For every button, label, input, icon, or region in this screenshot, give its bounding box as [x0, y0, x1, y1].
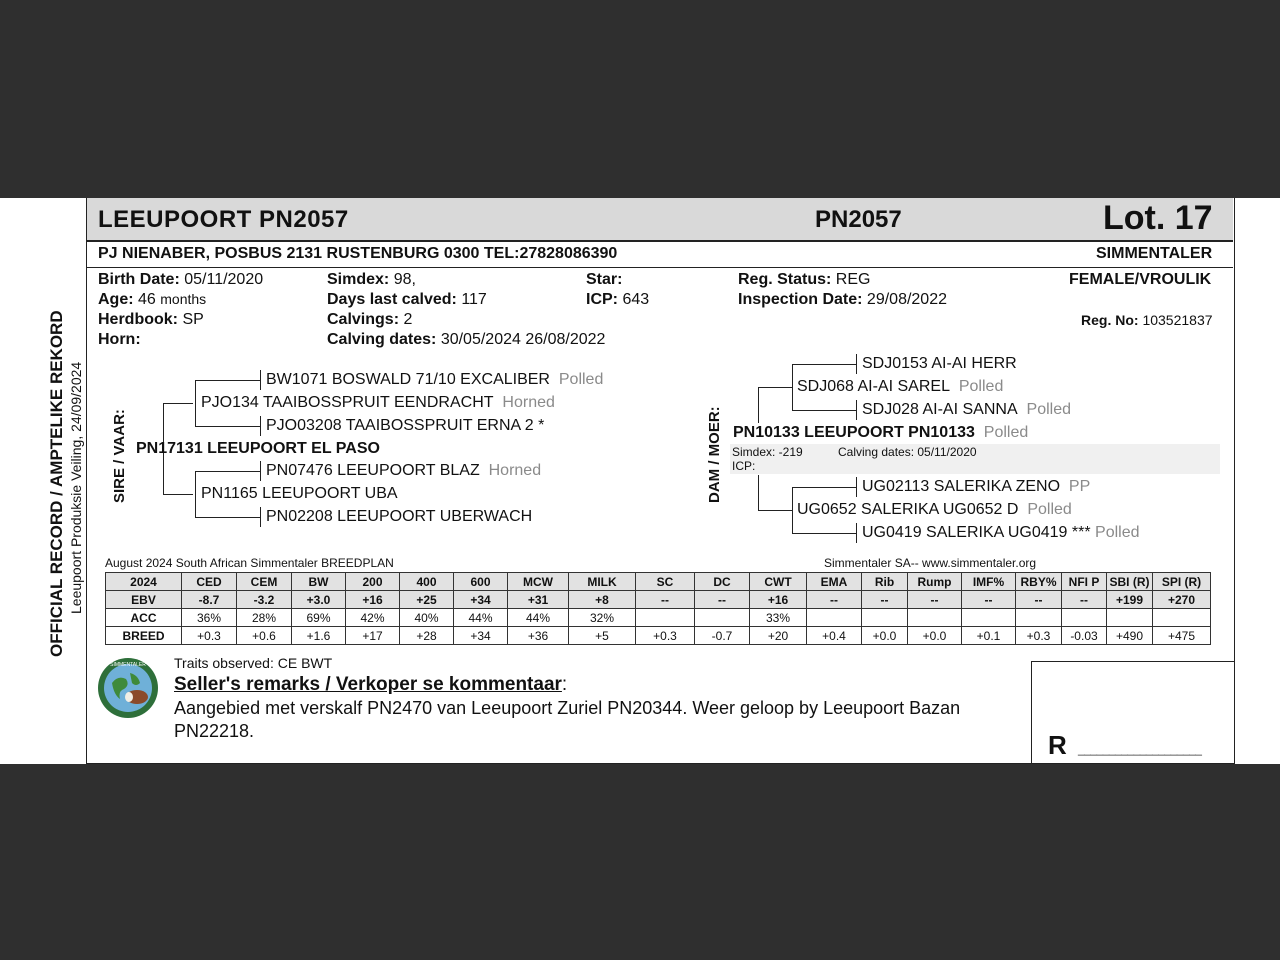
ebv-cell: -- [862, 591, 908, 609]
dam-label: DAM / MOER: [706, 406, 723, 503]
ebv-header-cell: MILK [569, 573, 636, 591]
ebv-cell: +270 [1153, 591, 1211, 609]
tree-line [758, 510, 793, 511]
tree-line [195, 517, 260, 518]
owner-details: PJ NIENABER, POSBUS 2131 RUSTENBURG 0300 TEL:27828086390 [98, 245, 618, 262]
calvings: Calvings: 2 [327, 311, 413, 328]
ebv-header-cell: 2024 [106, 573, 182, 591]
ebv-cell: +0.0 [862, 627, 908, 645]
ebv-cell [1016, 609, 1062, 627]
sire-sire-dam: PJO03208 TAAIBOSSPRUIT ERNA 2 * [266, 417, 545, 434]
ebv-cell: +36 [508, 627, 569, 645]
lot-number: Lot. 17 [1103, 199, 1213, 237]
ebv-header-cell: 400 [400, 573, 454, 591]
dam-dam-sire: UG02113 SALERIKA ZENO PP [862, 478, 1091, 495]
tree-line [758, 387, 759, 423]
tree-line [260, 416, 261, 436]
tree-line [758, 387, 793, 388]
ebv-cell: +16 [750, 591, 807, 609]
sire-sire: PJO134 TAAIBOSSPRUIT EENDRACHT Horned [201, 394, 555, 411]
birth-date: Birth Date: 05/11/2020 [98, 271, 264, 288]
ebv-row [106, 627, 1211, 645]
dam-dam-dam: UG0419 SALERIKA UG0419 *** Polled [862, 524, 1140, 541]
ebv-cell: +1.6 [292, 627, 346, 645]
dam-simdex: Simdex: -219 [732, 445, 803, 459]
breedplan-website: Simmentaler SA-- www.simmentaler.org [824, 556, 1037, 570]
ebv-header-cell: SC [636, 573, 695, 591]
icp: ICP: 643 [586, 291, 650, 308]
tree-line [260, 461, 261, 481]
ebv-cell: +0.0 [908, 627, 962, 645]
sire-label: SIRE / VAAR: [111, 409, 128, 503]
ebv-header-cell: 600 [454, 573, 508, 591]
ebv-cell: -8.7 [182, 591, 237, 609]
traits-observed: Traits observed: CE BWT [174, 655, 333, 671]
tree-line [195, 471, 260, 472]
sire-sire-sire: BW1071 BOSWALD 71/10 EXCALIBER Polled [266, 371, 604, 388]
ebv-cell: 42% [346, 609, 400, 627]
dam-calving-dates: Calving dates: 05/11/2020 [838, 445, 977, 459]
horn: Horn: [98, 331, 141, 348]
ebv-row [106, 573, 1211, 591]
price-line: ____________________ [1078, 742, 1202, 756]
ebv-cell: -- [908, 591, 962, 609]
ebv-header-cell: SBI (R) [1107, 573, 1153, 591]
reg-status: Reg. Status: REG [738, 271, 871, 288]
ebv-cell [908, 609, 962, 627]
tree-line [856, 523, 857, 543]
sire: PN17131 LEEUPOORT EL PASO [136, 440, 380, 457]
remarks-text: Aangebied met verskalf PN2470 van Leeupoort Zuriel PN20344. Weer geloop by Leeupoort Bazan PN22218. [174, 698, 961, 741]
ebv-cell: +28 [400, 627, 454, 645]
breed-name: SIMMENTALER [1096, 245, 1213, 262]
ebv-header-cell: 200 [346, 573, 400, 591]
calving-dates: Calving dates: 30/05/2024 26/08/2022 [327, 331, 606, 348]
ebv-cell [807, 609, 862, 627]
official-record-label: OFFICIAL RECORD / AMPTELIKE REKORD [47, 310, 66, 657]
ebv-cell: +34 [454, 591, 508, 609]
tree-line [792, 533, 856, 534]
ebv-header-cell: SPI (R) [1153, 573, 1211, 591]
ebv-cell: -3.2 [237, 591, 292, 609]
ebv-header-cell: CED [182, 573, 237, 591]
dam-sire-dam: SDJ028 AI-AI SANNA Polled [862, 401, 1071, 418]
ebv-cell: +34 [454, 627, 508, 645]
ebv-cell: -0.7 [695, 627, 750, 645]
ebv-cell: -- [962, 591, 1016, 609]
ebv-header-cell: IMF% [962, 573, 1016, 591]
ebv-cell: +0.6 [237, 627, 292, 645]
ebv-cell: 36% [182, 609, 237, 627]
inspection-date: Inspection Date: 29/08/2022 [738, 291, 947, 308]
tree-line [856, 354, 857, 374]
ebv-row [106, 591, 1211, 609]
tree-line [195, 380, 196, 426]
ebv-header-cell: CEM [237, 573, 292, 591]
ebv-header-cell: DC [695, 573, 750, 591]
ebv-cell [962, 609, 1016, 627]
age: Age: 46 months [98, 291, 207, 308]
ebv-cell: +25 [400, 591, 454, 609]
tree-line [758, 475, 759, 510]
ebv-cell: 32% [569, 609, 636, 627]
animal-id: PN2057 [815, 206, 902, 233]
tree-line [260, 507, 261, 527]
ebv-cell [1062, 609, 1107, 627]
ebv-header-cell: NFI P [1062, 573, 1107, 591]
tree-line [195, 380, 260, 381]
dam-sire: SDJ068 AI-AI SAREL Polled [797, 378, 1004, 395]
ebv-cell: 69% [292, 609, 346, 627]
ebv-cell: +3.0 [292, 591, 346, 609]
ebv-cell: +475 [1153, 627, 1211, 645]
ebv-cell: -- [807, 591, 862, 609]
ebv-cell: +20 [750, 627, 807, 645]
ebv-cell: +31 [508, 591, 569, 609]
ebv-cell: +16 [346, 591, 400, 609]
herdbook: Herdbook: SP [98, 311, 204, 328]
ebv-header-cell: Rib [862, 573, 908, 591]
ebv-cell: EBV [106, 591, 182, 609]
ebv-cell [636, 609, 695, 627]
ebv-cell: -- [636, 591, 695, 609]
tree-line [163, 494, 193, 495]
sire-dam: PN1165 LEEUPOORT UBA [201, 485, 398, 502]
tree-line [792, 410, 856, 411]
sire-dam-sire: PN07476 LEEUPOORT BLAZ Horned [266, 462, 542, 479]
tree-line [792, 364, 856, 365]
breedplan-caption: August 2024 South African Simmentaler BREEDPLAN [105, 556, 394, 570]
ebv-cell: -- [1016, 591, 1062, 609]
ebv-cell: +199 [1107, 591, 1153, 609]
ebv-cell [862, 609, 908, 627]
ebv-cell: -0.03 [1062, 627, 1107, 645]
dam-dam: UG0652 SALERIKA UG0652 D Polled [797, 501, 1072, 518]
star: Star: [586, 271, 623, 288]
tree-line [195, 471, 196, 517]
dam-sire-sire: SDJ0153 AI-AI HERR [862, 355, 1017, 372]
ebv-cell: 44% [454, 609, 508, 627]
tree-line [260, 370, 261, 390]
dam-icp: ICP: [732, 459, 756, 473]
ebv-cell: +0.4 [807, 627, 862, 645]
ebv-cell: +490 [1107, 627, 1153, 645]
ebv-cell: +0.3 [1016, 627, 1062, 645]
ebv-cell: 40% [400, 609, 454, 627]
simdex: Simdex: 98, [327, 271, 416, 288]
reg-number: Reg. No: 103521837 [1081, 312, 1213, 328]
tree-line [856, 477, 857, 497]
ebv-cell [1153, 609, 1211, 627]
ebv-cell: 44% [508, 609, 569, 627]
remarks-heading: Seller's remarks / Verkoper se kommentaar: [174, 674, 568, 695]
tree-line [163, 403, 193, 404]
ebv-cell: +17 [346, 627, 400, 645]
svg-text:SIMMENTALER: SIMMENTALER [110, 662, 146, 668]
ebv-cell: +5 [569, 627, 636, 645]
society-logo [97, 657, 159, 719]
ebv-cell: +0.3 [182, 627, 237, 645]
animal-name: LEEUPOORT PN2057 [98, 206, 349, 233]
ebv-cell: -- [1062, 591, 1107, 609]
ebv-header-cell: MCW [508, 573, 569, 591]
ebv-header-cell: CWT [750, 573, 807, 591]
tree-line [792, 487, 856, 488]
sire-dam-dam: PN02208 LEEUPOORT UBERWACH [266, 508, 533, 525]
ebv-header-cell: Rump [908, 573, 962, 591]
ebv-header-cell: EMA [807, 573, 862, 591]
ebv-row [106, 609, 1211, 627]
ebv-table [105, 572, 1211, 645]
ebv-cell: +8 [569, 591, 636, 609]
ebv-cell: BREED [106, 627, 182, 645]
dam: PN10133 LEEUPOORT PN10133 Polled [733, 424, 1029, 441]
price-currency: R [1048, 730, 1067, 760]
days-last-calved: Days last calved: 117 [327, 291, 487, 308]
ebv-cell: ACC [106, 609, 182, 627]
tree-line [792, 364, 793, 410]
ebv-cell: +0.3 [636, 627, 695, 645]
ebv-cell: -- [695, 591, 750, 609]
sale-name-label: Leeupoort Produksie Veiling, 24/09/2024 [68, 361, 84, 614]
ebv-cell: 33% [750, 609, 807, 627]
ebv-cell [695, 609, 750, 627]
sex: FEMALE/VROULIK [1069, 271, 1212, 288]
ebv-header-cell: RBY% [1016, 573, 1062, 591]
tree-line [856, 400, 857, 420]
ebv-header-cell: BW [292, 573, 346, 591]
ebv-cell [1107, 609, 1153, 627]
ebv-cell: 28% [237, 609, 292, 627]
tree-line [792, 487, 793, 533]
ebv-cell: +0.1 [962, 627, 1016, 645]
tree-line [195, 426, 260, 427]
